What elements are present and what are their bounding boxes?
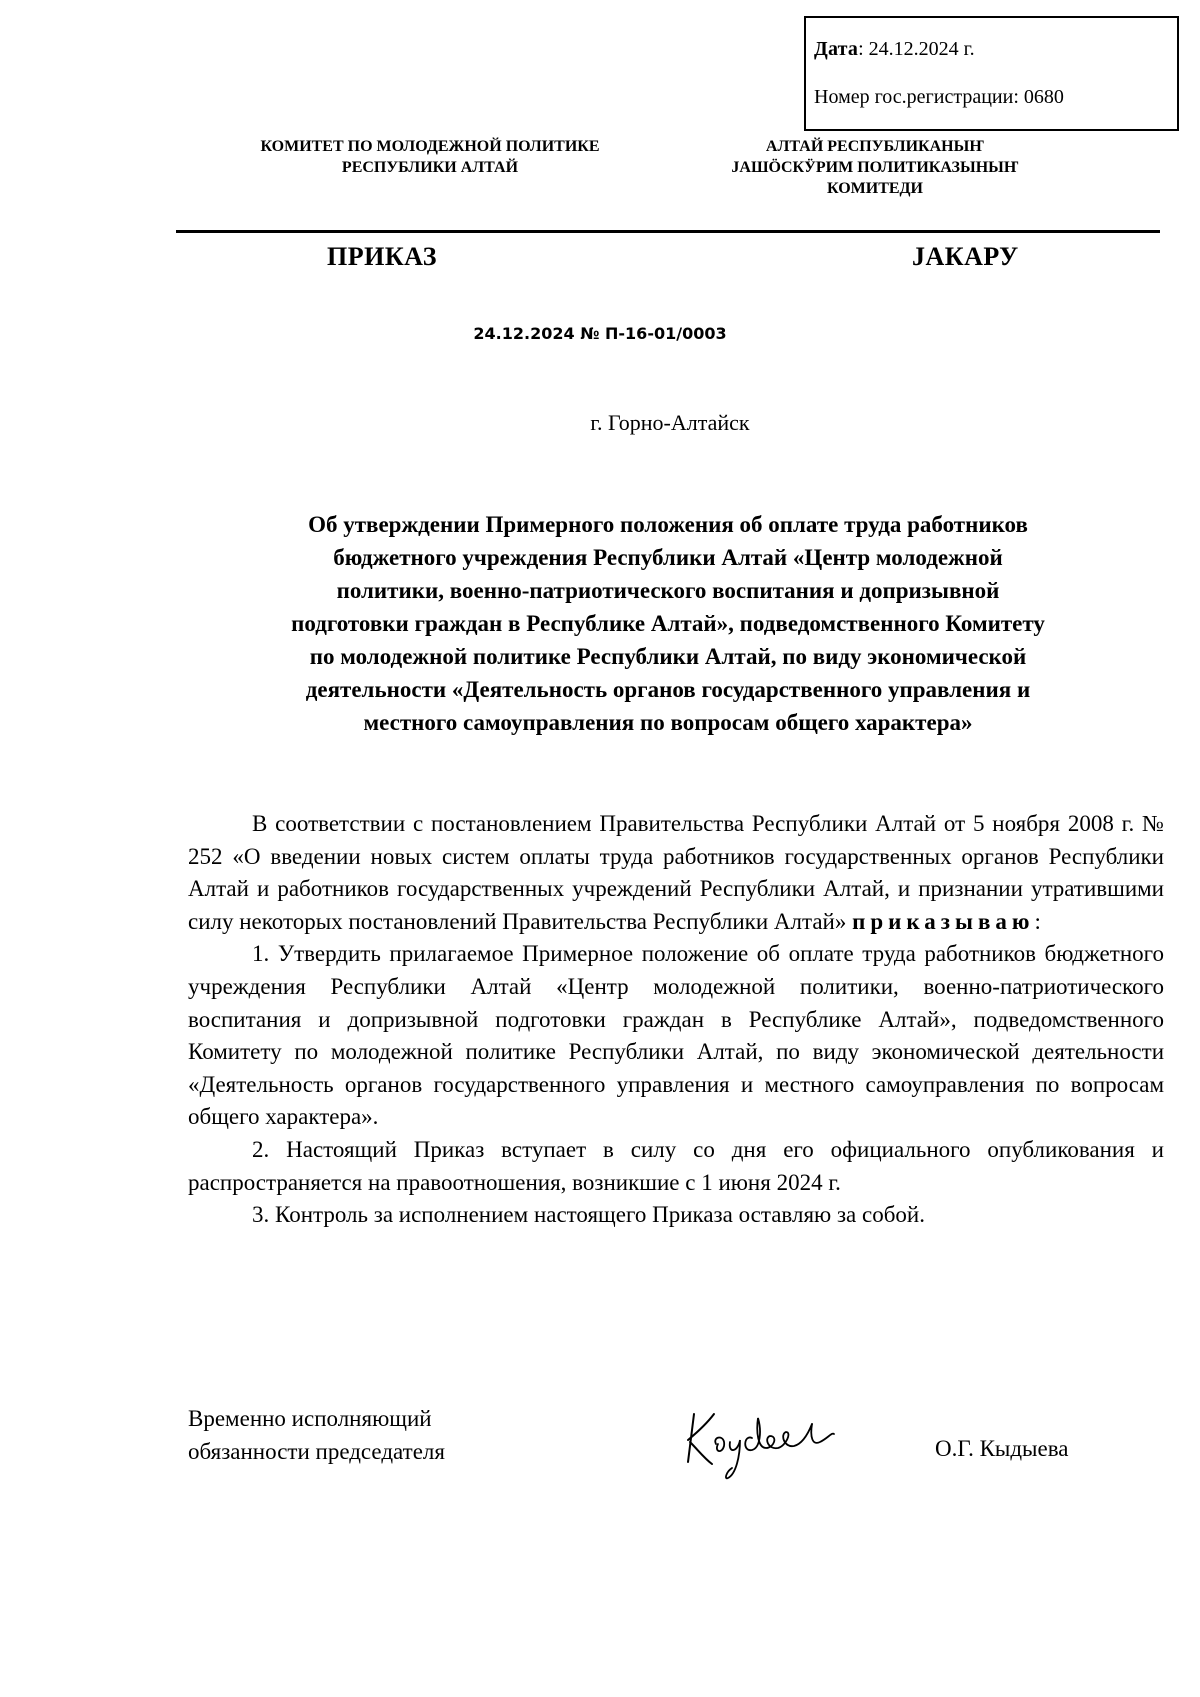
header-divider (176, 230, 1160, 233)
document-number: 24.12.2024 № П-16-01/0003 (473, 324, 727, 343)
committee-name-altai-line: ЈАШӦСКӰРИМ ПОЛИТИКАЗЫНЫҤ (731, 159, 1019, 176)
title-line: политики, военно-патриотического воспитания и допризывной (336, 578, 1000, 603)
registration-number-value: : 0680 (1013, 86, 1064, 108)
title-line: местного самоуправления по вопросам общего характера» (363, 710, 973, 735)
document-body (188, 808, 1164, 1232)
order-item: 3. Контроль за исполнением настоящего Приказа оставляю за собой. (252, 1202, 925, 1228)
doc-kind-altai: ЈАКАРУ (912, 242, 1019, 271)
handwritten-signature (682, 1392, 862, 1482)
committee-name-russian-line: КОМИТЕТ ПО МОЛОДЕЖНОЙ ПОЛИТИКЕ (260, 138, 600, 155)
committee-name-altai (710, 136, 1040, 199)
registration-number (814, 86, 1064, 109)
title-line: подготовки граждан в Республике Алтай», подведомственного Комитету (291, 611, 1045, 636)
signatory-position (188, 1402, 445, 1468)
title-line: деятельности «Деятельность органов государственного управления и (305, 677, 1031, 702)
title-line: Об утверждении Примерного положения об оплате труда работников (308, 512, 1028, 537)
signatory-name: О.Г. Кыдыева (935, 1436, 1069, 1461)
committee-name-russian (220, 136, 640, 178)
preamble-text: В соответствии с постановлением Правительства Республики Алтай от 5 ноября 2008 г. № 252 «О введении новых систем оплаты труда работников государственных органов Республики Алтай и работников государственных учреждений Республики Алтай, и признании утратившими силу некоторых постановлений Правительства Республики Алтай» (188, 811, 1164, 934)
title-line: бюджетного учреждения Республики Алтай «Центр молодежной (333, 545, 1003, 570)
preamble-paragraph (188, 808, 1164, 938)
registration-date-label: Дата (814, 38, 859, 60)
order-colon: : (1034, 908, 1041, 934)
signatory-position-line: Временно исполняющий (188, 1406, 432, 1431)
order-item: 2. Настоящий Приказ вступает в силу со дня его официального опубликования и распространяется на правоотношения, возникшие с 1 июня 2024 г. (188, 1136, 1164, 1195)
registration-date (814, 38, 975, 61)
document-title (180, 508, 1156, 739)
committee-name-altai-line: АЛТАЙ РЕСПУБЛИКАНЫҤ (765, 138, 985, 155)
title-line: по молодежной политике Республики Алтай, по виду экономической (309, 644, 1027, 669)
registration-stamp (804, 16, 1179, 131)
committee-name-russian-line: РЕСПУБЛИКИ АЛТАЙ (341, 159, 519, 176)
registration-number-label: Номер гос.регистрации (814, 86, 1014, 108)
registration-date-value: : 24.12.2024 г. (858, 38, 975, 60)
committee-name-altai-line: КОМИТЕДИ (827, 180, 923, 197)
order-word: приказываю (852, 908, 1035, 934)
order-item: 1. Утвердить прилагаемое Примерное положение об оплате труда работников бюджетного учреждения Республики Алтай «Центр молодежной политики, военно-патриотического воспитания и допризывной подготовки граждан в Республике Алтай», подведомственного Комитету по молодежной политике Республики Алтай, по виду экономической деятельности «Деятельность органов государственного управления и местного самоуправления по вопросам общего характера». (188, 941, 1164, 1130)
signatory-position-line: обязанности председателя (188, 1439, 445, 1464)
doc-kind-russian: ПРИКАЗ (327, 242, 438, 271)
city: г. Горно-Алтайск (590, 410, 750, 435)
